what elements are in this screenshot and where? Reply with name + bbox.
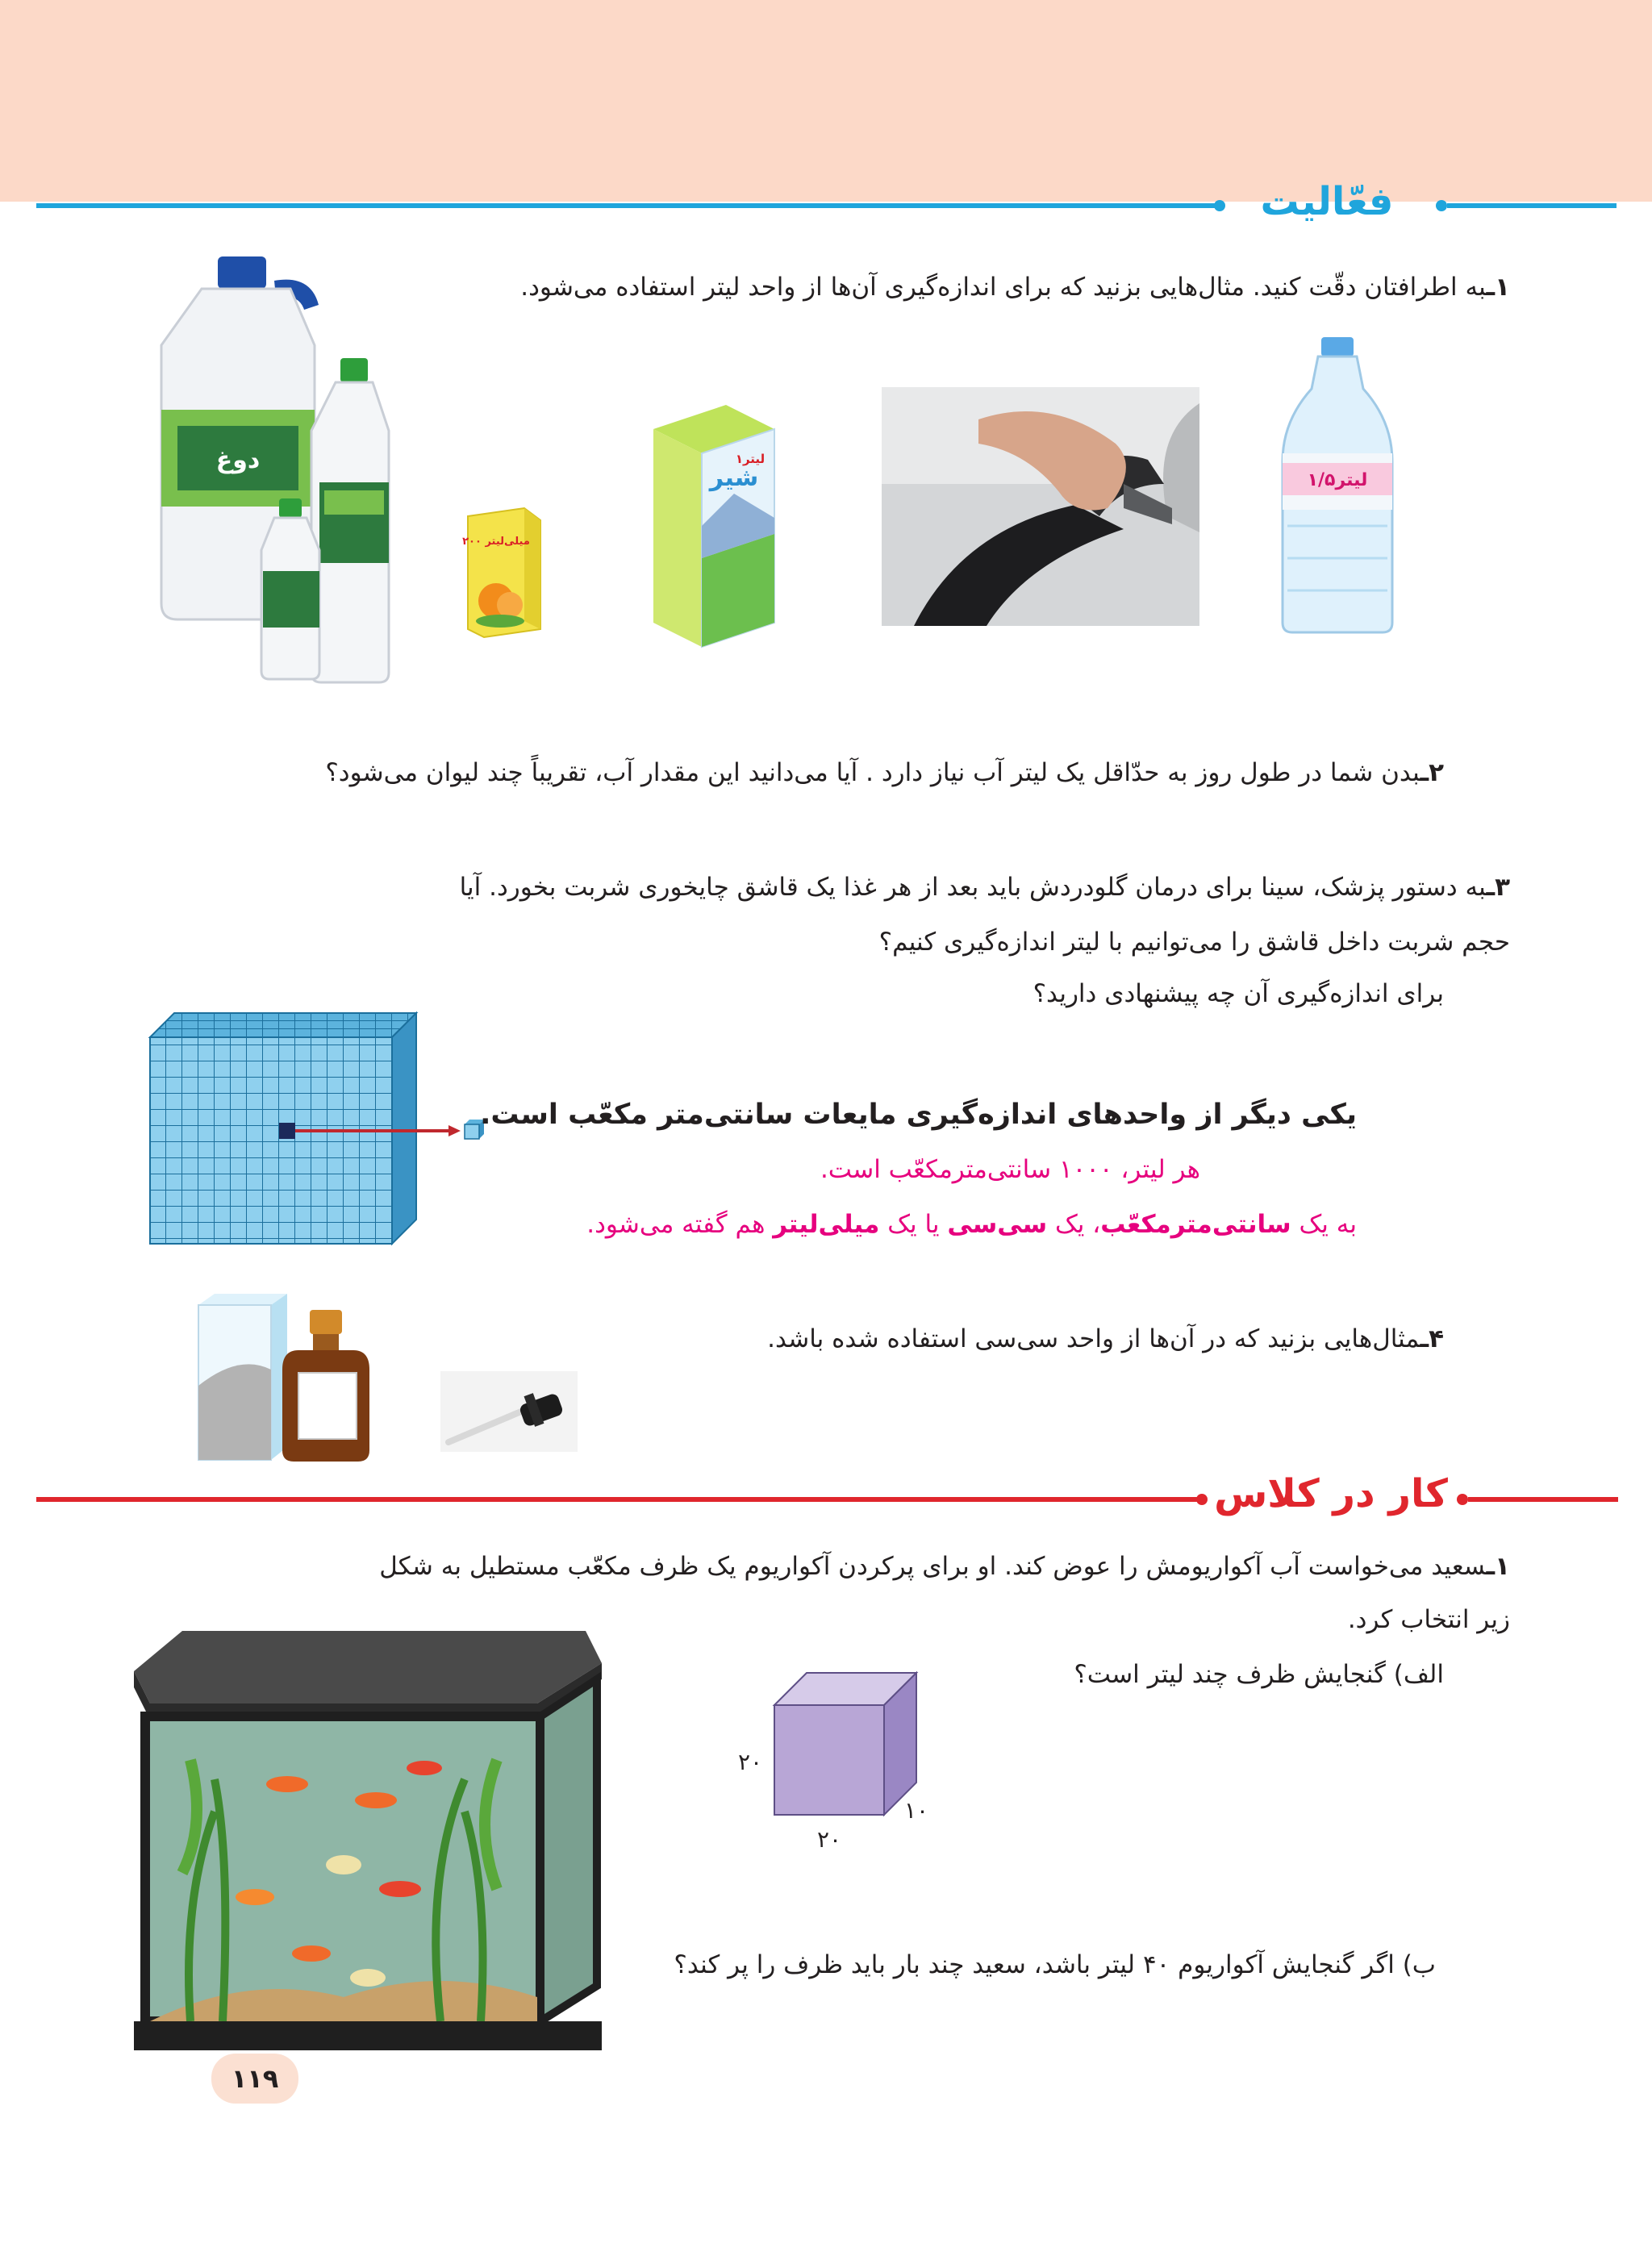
classwork-q1-part-b: ب) اگر گنجایش آکواریوم ۴۰ لیتر باشد، سعید چند بار باید ظرف را پر کند؟	[674, 1950, 1436, 1979]
activity-q3-line1	[460, 865, 1510, 910]
activity-dot-right	[1436, 200, 1447, 211]
classwork-dot-right	[1457, 1494, 1468, 1505]
doogh-bottles-image	[153, 256, 419, 684]
classwork-q1-part-a: الف) گنجایش ظرف چند لیتر است؟	[1074, 1660, 1444, 1689]
q4-text: مثال‌هایی بزنید که در آن‌ها از واحد سی‌سی استفاده شده باشد.	[767, 1324, 1420, 1353]
milk-volume-label: ۱لیتر	[735, 452, 766, 466]
water-bottle-image	[1283, 332, 1392, 636]
classwork-rule-left	[36, 1497, 1199, 1502]
activity-rule-right	[1447, 203, 1617, 208]
classwork-q1-number: ۱ـ	[1486, 1552, 1510, 1581]
classwork-q1-line1	[379, 1544, 1510, 1589]
activity-q2	[325, 750, 1444, 795]
activity-q3-line2: حجم شربت داخل قاشق را می‌توانیم با لیتر اندازه‌گیری کنیم؟	[878, 928, 1510, 957]
info-line3-c: ، یک	[1047, 1210, 1101, 1239]
activity-dot-left	[1214, 200, 1225, 211]
q4-number: ۴ـ	[1420, 1324, 1444, 1353]
activity-rule-left	[36, 203, 1218, 208]
cuboid-diagram	[726, 1673, 929, 1858]
q2-text: بدن شما در طول روز به حدّاقل یک لیتر آب نیاز دارد . آیا می‌دانید این مقدار آب، تقریباً چند لیوان می‌شود؟	[325, 758, 1420, 787]
classwork-rule-right	[1468, 1497, 1618, 1502]
q3-line1-text: به دستور پزشک، سینا برای درمان گلودردش باید بعد از هر غذا یک قاشق چایخوری شربت بخورد. آیا	[459, 873, 1487, 902]
info-line3-g: هم گفته می‌شود.	[586, 1210, 774, 1239]
cuboid-height-label: ۲۰	[737, 1749, 763, 1775]
aquarium-photo	[134, 1631, 602, 2050]
classwork-dot-left	[1196, 1494, 1208, 1505]
dropper-image	[440, 1371, 578, 1452]
info-term-ml: میلی‌لیتر	[773, 1210, 880, 1239]
info-line3-a: به یک	[1291, 1210, 1357, 1239]
info-line-synonyms	[586, 1202, 1357, 1247]
top-banner	[0, 0, 1652, 202]
info-line3-e: یا یک	[879, 1210, 948, 1239]
activity-title: فعّالیت	[1260, 179, 1394, 224]
water-volume-label: ۱/۵لیتر	[1307, 470, 1368, 490]
cube-grid-illustration	[150, 1013, 521, 1244]
activity-q1	[520, 265, 1510, 310]
info-term-cc: سی‌سی	[947, 1210, 1048, 1239]
info-term-cubic-cm: سانتی‌مترمکعّب	[1100, 1210, 1291, 1239]
activity-q4	[767, 1316, 1444, 1362]
q2-number: ۲ـ	[1420, 758, 1444, 787]
q1-number: ۱ـ	[1486, 273, 1510, 302]
juice-volume-label: ۲۰۰ میلی‌لیتر	[462, 536, 530, 548]
cuboid-width-label: ۲۰	[816, 1826, 842, 1853]
classwork-q1-line1-text: سعید می‌خواست آب آکواریومش را عوض کند. او برای پرکردن آکواریوم یک ظرف مکعّب مستطیل به شکل	[379, 1552, 1487, 1581]
doogh-brand-label: دوغ	[215, 446, 261, 474]
classwork-q1-line2: زیر انتخاب کرد.	[1347, 1605, 1510, 1634]
cuboid-depth-label: ۱۰	[903, 1797, 929, 1824]
activity-q3-line3: برای اندازه‌گیری آن چه پیشنهادی دارید؟	[1032, 979, 1444, 1008]
fuel-nozzle-photo	[882, 387, 1199, 626]
classwork-title: کار در کلاس	[1214, 1471, 1448, 1516]
page-number-text: ۱۱۹	[231, 2063, 279, 2094]
info-line-1000: هر لیتر، ۱۰۰۰ سانتی‌مترمکعّب است.	[820, 1155, 1200, 1184]
juice-box-image	[460, 500, 549, 637]
q1-text: به اطرافتان دقّت کنید. مثال‌هایی بزنید که برای اندازه‌گیری آن‌ها از واحد لیتر استفاده می‌شود.	[520, 273, 1487, 302]
milk-carton-image	[637, 397, 791, 652]
q3-number: ۳ـ	[1486, 873, 1510, 902]
info-headline: یکی دیگر از واحدهای اندازه‌گیری مایعات سانتی‌متر مکعّب است.	[480, 1099, 1357, 1131]
medicine-bottle-image	[198, 1289, 379, 1466]
milk-brand-label: شیر	[709, 464, 759, 492]
page-number	[211, 2054, 298, 2104]
